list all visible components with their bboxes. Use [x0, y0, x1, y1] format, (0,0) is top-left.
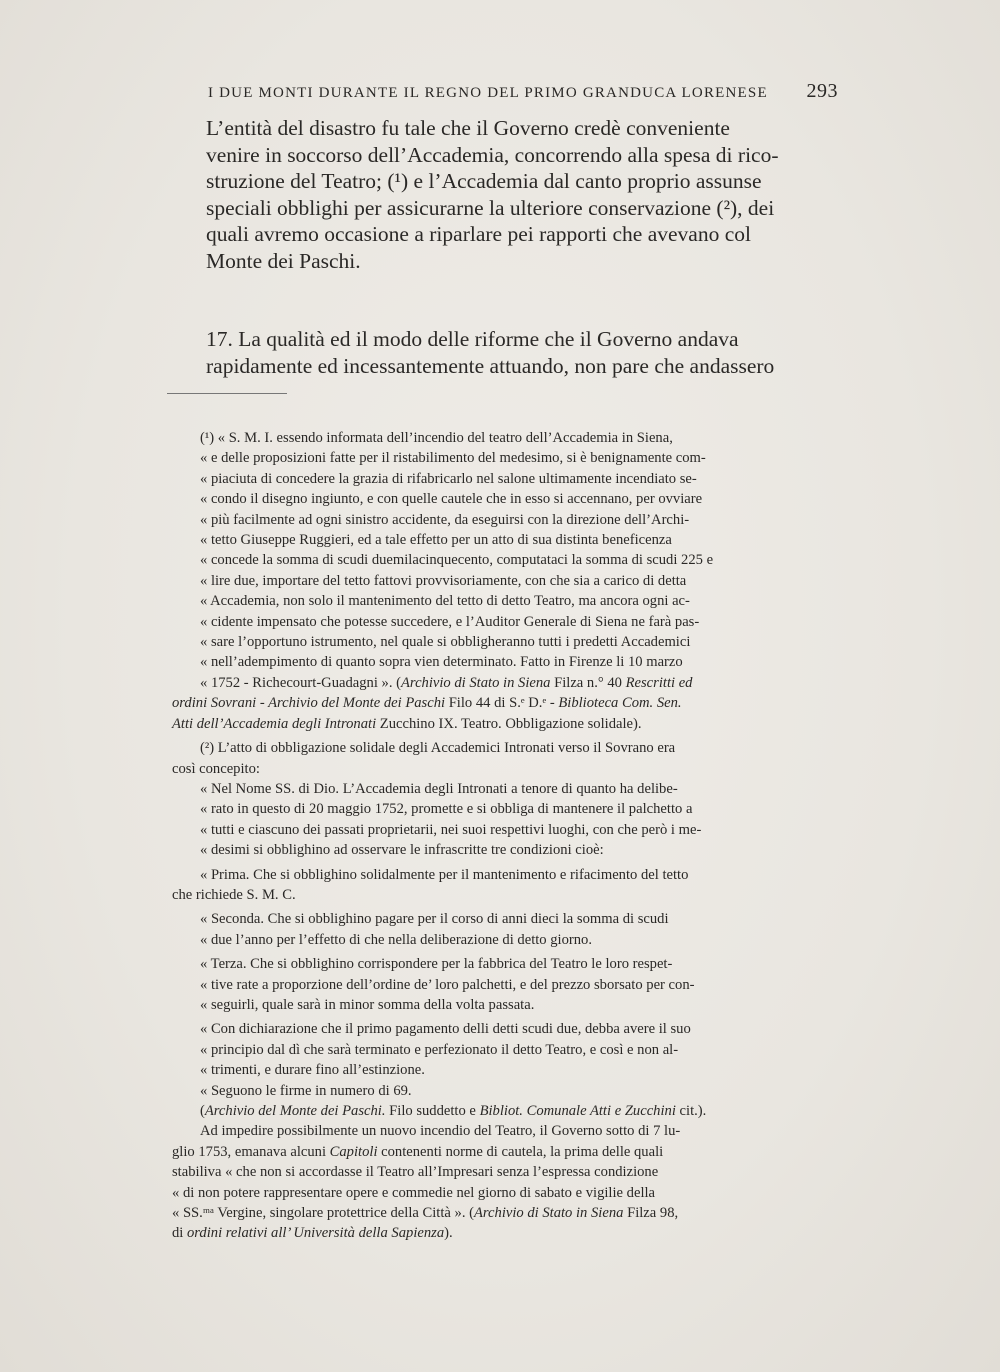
citation-italic: ordini relativi all’ Università della Sapienza: [187, 1225, 445, 1242]
note-line: « e delle proposizioni fatte per il ristabilimento del medesimo, si è benignamente com-: [200, 450, 706, 467]
quote-citation: [172, 1101, 834, 1121]
note-line: stabiliva « che non si accordasse il Teatro all’Impresari senza l’espressa condizione: [172, 1164, 659, 1181]
note-line: « Con dichiarazione che il primo pagamento delli detti scudi due, debba avere il suo: [200, 1021, 691, 1038]
quote-declaration: [172, 1019, 834, 1080]
main-text: [167, 115, 835, 394]
quote-signatures: [172, 1081, 834, 1101]
note-line: « più facilmente ad ogni sinistro accidente, da eseguirsi con la direzione dell’Archi-: [200, 511, 690, 528]
footnote-1: [172, 428, 834, 734]
note-text: cit.).: [675, 1103, 707, 1119]
paragraph-entity-disaster: [167, 115, 835, 274]
note-text: Filza 98,: [623, 1205, 679, 1222]
note-line: (²) L’atto di obbligazione solidale degli Accademici Intronati verso il Sovrano era: [200, 740, 676, 757]
note-line: (¹) « S. M. I. essendo informata dell’incendio del teatro dell’Accademia in Siena,: [200, 430, 673, 446]
note-line: « principio dal dì che sarà terminato e perfezionato il detto Teatro, e così e non al-: [200, 1041, 679, 1058]
citation-italic: Atti dell’Accademia degli Intronati: [172, 715, 377, 732]
note-line: « Terza. Che si obblighino corrispondere per la fabbrica del Teatro le loro respet-: [200, 956, 673, 973]
note-line: « seguirli, quale sarà in minor somma della volta passata.: [200, 996, 535, 1013]
note-line: « condo il disegno ingiunto, e con quelle cautele che in esso si accennano, per ovviare: [200, 491, 703, 508]
note-line: « nell’adempimento di quanto sopra vien determinato. Fatto in Firenze li 10 marzo: [200, 654, 683, 671]
paragraph-section-17: [167, 326, 835, 379]
note-line: « di non potere rappresentare opere e commedie nel giorno di sabato e vigilie della: [172, 1184, 656, 1201]
note-line: « trimenti, e durare fino all’estinzione.: [200, 1062, 425, 1079]
note-line: « tive rate a proporzione dell’ordine de’ loro palchetti, e del prezzo sborsato per con-: [200, 976, 695, 993]
citation-italic: Archivio di Stato in Siena: [401, 674, 551, 691]
note-text: Filo 44 di S.ᵉ D.ᵉ -: [445, 695, 559, 712]
note-line: « concede la somma di scudi duemilacinquecento, computataci la somma di scudi 225 e: [200, 552, 714, 569]
citation-italic: Bibliot. Comunale Atti e Zucchini: [479, 1103, 676, 1119]
note-line: « lire due, importare del tetto fattovi provvisoriamente, con che sia a carico di detta: [200, 572, 687, 589]
text-line: venire in soccorso dell’Accademia, concorrendo alla spesa di rico-: [206, 142, 779, 167]
note-line: « tutti e ciascuno dei passati proprietarii, nei suoi respettivi luoghi, con che però i me-: [200, 821, 702, 838]
quote-condition-1: [172, 865, 834, 906]
note-line: che richiede S. M. C.: [172, 886, 296, 903]
footnote-capitoli: [172, 1121, 834, 1243]
footnote-separator: [167, 393, 287, 394]
quote-condition-3: [172, 954, 834, 1015]
running-title: I DUE MONTI DURANTE IL REGNO DEL PRIMO GRANDUCA LORENESE: [208, 85, 768, 101]
note-text: Filza n.° 40: [550, 674, 626, 691]
note-line: [172, 1142, 834, 1162]
note-text: (: [200, 1103, 205, 1119]
citation-italic: Archivio del Monte dei Paschi.: [204, 1103, 386, 1119]
footnote-2: [172, 738, 834, 779]
note-text: « SS.ᵐᵃ Vergine, singolare protettrice della Città ». (: [172, 1205, 474, 1222]
note-line: « Accademia, non solo il mantenimento del tetto di detto Teatro, ma ancora ogni ac-: [200, 593, 690, 610]
note-line: « tetto Giuseppe Ruggieri, ed a tale effetto per un atto di sua distinta beneficenza: [200, 532, 672, 549]
note-text: « 1752 - Richecourt-Guadagni ». (: [200, 674, 402, 691]
note-line: « Seconda. Che si obblighino pagare per il corso di anni dieci la somma di scudi: [200, 911, 669, 928]
note-line: [172, 693, 834, 713]
note-line: « Nel Nome SS. di Dio. L’Accademia degli Intronati a tenore di quanto ha delibe-: [200, 780, 678, 797]
note-text: contenenti norme di cautela, la prima delle quali: [377, 1143, 664, 1160]
citation-italic: ordini Sovrani - Archivio del Monte dei Paschi: [172, 695, 446, 712]
page-number: 293: [806, 80, 838, 102]
running-head: [208, 80, 838, 103]
note-line: « piaciuta di concedere la grazia di rifabricarlo nel salone ultimamente incendiato se-: [200, 470, 697, 487]
note-text: di: [172, 1225, 187, 1242]
note-line: Ad impedire possibilmente un nuovo incendio del Teatro, il Governo sotto di 7 lu-: [200, 1123, 681, 1140]
note-line: [172, 1101, 834, 1121]
note-line: [172, 1223, 834, 1243]
quote-condition-2: [172, 909, 834, 950]
text-line: Monte dei Paschi.: [206, 248, 361, 273]
note-line: « sare l’opportuno istrumento, nel quale si obbligheranno tutti i predetti Accademici: [200, 634, 691, 651]
text-line: struzione del Teatro; (¹) e l’Accademia dal canto proprio assunse: [206, 169, 762, 193]
note-line: « desimi si obblighino ad osservare le infrascritte tre condizioni cioè:: [200, 842, 604, 859]
citation-italic: Rescritti ed: [625, 674, 693, 691]
note-text: ).: [444, 1225, 453, 1242]
note-line: « rato in questo di 20 maggio 1752, promette e si obbliga di mantenere il palchetto a: [200, 801, 693, 818]
footnotes: [172, 428, 834, 1244]
note-text: glio 1753, emanava alcuni: [172, 1143, 330, 1160]
text-line: quali avremo occasione a riparlare pei rapporti che avevano col: [206, 222, 751, 246]
note-line: « Prima. Che si obblighino solidalmente per il mantenimento e rifacimento del tetto: [200, 866, 689, 883]
note-line: « cidente impensato che potesse succedere, e l’Auditor Generale di Siena ne farà pas-: [200, 613, 700, 630]
citation-italic: Capitoli: [329, 1143, 378, 1160]
note-line: [172, 673, 834, 693]
quote-preamble: [172, 779, 834, 861]
note-text: Zucchino IX. Teatro. Obbligazione solidale).: [376, 715, 642, 732]
note-line: [172, 714, 834, 734]
citation-italic: Biblioteca Com. Sen.: [558, 695, 682, 712]
text-line: 17. La qualità ed il modo delle riforme che il Governo andava: [206, 327, 739, 351]
citation-italic: Archivio di Stato in Siena: [474, 1205, 624, 1222]
text-line: L’entità del disastro fu tale che il Governo credè conveniente: [206, 116, 730, 140]
text-line: speciali obblighi per assicurarne la ulteriore conservazione (²), dei: [206, 195, 775, 220]
note-text: Filo suddetto e: [385, 1103, 480, 1119]
note-line: « Seguono le firme in numero di 69.: [200, 1082, 412, 1099]
note-line: « due l’anno per l’effetto di che nella deliberazione di detto giorno.: [200, 931, 592, 948]
note-line: [172, 1203, 834, 1223]
note-line: così concepito:: [172, 760, 260, 777]
text-line: rapidamente ed incessantemente attuando, non pare che andassero: [206, 353, 775, 378]
